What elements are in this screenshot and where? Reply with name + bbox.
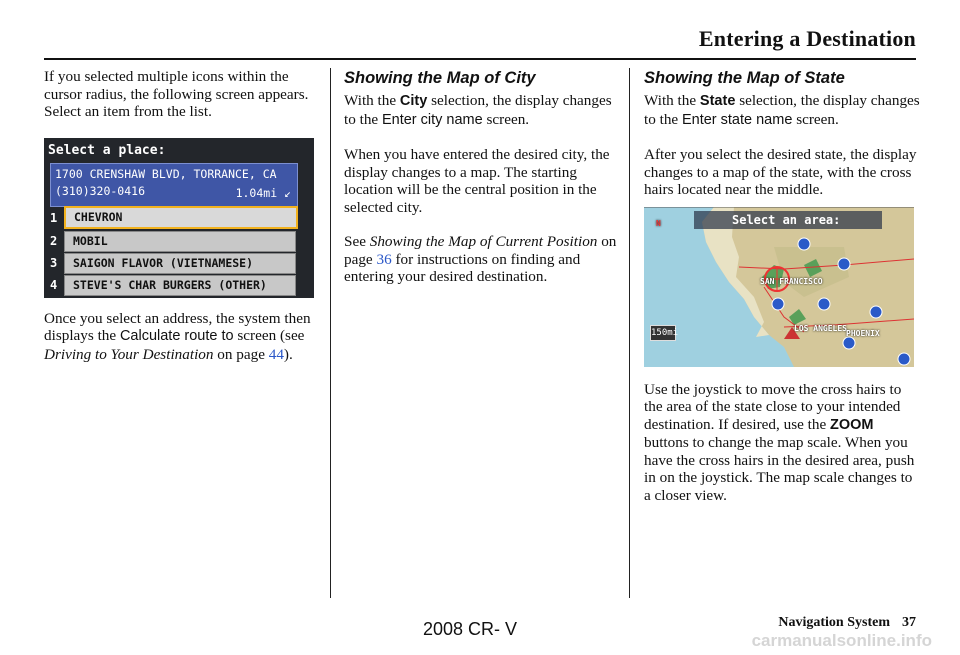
city-paragraph-2: When you have entered the desired city, the display changes to a map. The starting location will be the central position in the selected city. bbox=[344, 146, 610, 216]
state-paragraph-2: After you select the desired state, the display changes to a map of the state, with the cross hairs located near the middle. bbox=[644, 146, 917, 198]
after-select-paragraph: Once you select an address, the system then displays the Calculate route to screen (see Driving to Your Destination on page 44). bbox=[44, 309, 311, 363]
distance-text: 1.04mi ↙ bbox=[235, 185, 291, 200]
footer-model: 2008 CR- V bbox=[423, 619, 518, 639]
north-indicator: N bbox=[656, 218, 661, 228]
list-item-chevron[interactable]: CHEVRON bbox=[64, 206, 298, 229]
ui-term-calculate-route: Calculate route to bbox=[119, 328, 234, 344]
column-divider-right bbox=[629, 68, 630, 598]
header-rule bbox=[44, 58, 916, 60]
cross-reference: Driving to Your Destination bbox=[44, 345, 214, 363]
intro-paragraph: If you selected multiple icons within the cursor radius, the following screen appears. Select an item from the list. bbox=[44, 68, 309, 120]
map-title: Select an area: bbox=[694, 211, 882, 229]
column-right bbox=[644, 68, 920, 521]
section-heading-state-map: Showing the Map of State bbox=[644, 69, 845, 87]
item-number: 2 bbox=[50, 233, 58, 248]
map-label-san-francisco: SAN FRANCISCO bbox=[760, 276, 823, 286]
address-box bbox=[50, 163, 298, 207]
address-text: 1700 CRENSHAW BLVD, TORRANCE, CA bbox=[55, 166, 277, 181]
item-number: 4 bbox=[50, 277, 58, 292]
watermark: carmanualsonline.info bbox=[751, 631, 932, 650]
state-paragraph-3: Use the joystick to move the cross hairs to the area of the state close to your intended destination. If desired, use the ZOOM buttons to change the map scale. When you have the cross hairs in the desired area, push in on the joystick. The map scale changes to a closer view. bbox=[644, 380, 915, 504]
page-title: Entering a Destination bbox=[698, 26, 916, 51]
direction-arrow-icon: ↙ bbox=[284, 185, 291, 200]
footer-section: Navigation System 37 bbox=[778, 615, 916, 630]
list-item-saigon-flavor[interactable]: SAIGON FLAVOR (VIETNAMESE) bbox=[64, 253, 296, 274]
state-paragraph-1: With the State selection, the display changes to the Enter state name screen. bbox=[644, 92, 920, 128]
list-item-mobil[interactable]: MOBIL bbox=[64, 231, 296, 252]
column-divider-left bbox=[330, 68, 331, 598]
page-number: 37 bbox=[902, 615, 916, 630]
ui-term-enter-city-name: Enter city name bbox=[381, 111, 483, 128]
list-item-steves-char-burgers[interactable]: STEVE'S CHAR BURGERS (OTHER) bbox=[64, 275, 296, 296]
screen-title: Select a place: bbox=[48, 142, 166, 158]
ui-term-state: State bbox=[699, 93, 736, 109]
phone-text: (310)320-0416 bbox=[55, 183, 146, 198]
state-map-screen bbox=[644, 207, 914, 367]
select-place-screen bbox=[44, 138, 314, 298]
city-paragraph-3: See Showing the Map of Current Position on page 36 for instructions on finding and entering your desired destination. bbox=[344, 233, 617, 285]
ui-term-zoom: ZOOM bbox=[830, 416, 874, 433]
item-number: 3 bbox=[50, 255, 58, 270]
city-paragraph-1: With the City selection, the display changes to the Enter city name screen. bbox=[344, 92, 612, 128]
section-heading-city-map: Showing the Map of City bbox=[344, 69, 536, 87]
page-link-44[interactable]: 44 bbox=[268, 345, 284, 363]
map-label-phoenix: PHOENIX bbox=[846, 328, 880, 338]
cross-reference: Showing the Map of Current Position bbox=[369, 233, 598, 250]
column-middle bbox=[344, 68, 620, 303]
map-scale: 150mi bbox=[650, 325, 676, 341]
page-link-36[interactable]: 36 bbox=[376, 250, 392, 268]
ui-term-enter-state-name: Enter state name bbox=[681, 111, 793, 128]
map-label-los-angeles: LOS ANGELES bbox=[794, 323, 847, 333]
column-left bbox=[44, 68, 320, 380]
ui-term-city: City bbox=[399, 93, 428, 109]
item-number: 1 bbox=[50, 210, 58, 225]
